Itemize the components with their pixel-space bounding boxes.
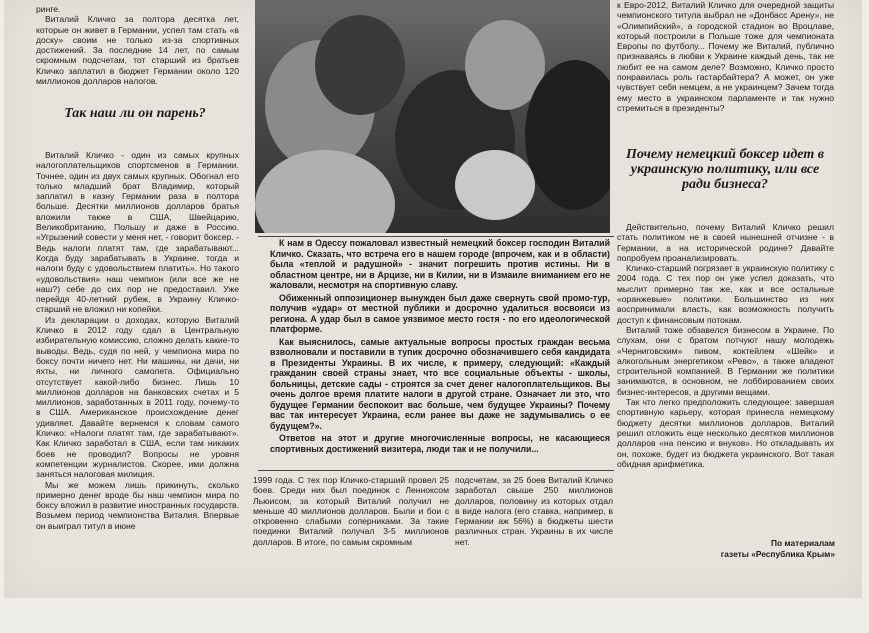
paragraph: Мы же можем лишь прикинуть, сколько примерно денег вроде бы наш чемпион мира по боксу вложил в развитие иностранных государств. Возьмем период чемпионства Виталия. Впервые он выиграл титул в июне xyxy=(36,479,239,531)
paragraph: Кличко-старший погрязает в украинскую политику с 2004 года. С тех пор он уже успел доказать, что мыслит примерно так же, как и все остальные «оранжевые» политики. Большинство из них воспринимали власть, как возможность получить доступ к финансовым потокам. xyxy=(617,263,834,325)
source-credit xyxy=(640,538,835,559)
paragraph: Виталий Кличко за полтора десятка лет, которые он живет в Германии, успел там стать «в доску» своим не только из-за спортивных достижений. За последние 14 лет, по самым скромным подсчетам, тот старший из братьев Кличко заплатил в бюджет Германии около 120 миллионов долларов налогов. xyxy=(36,14,239,87)
credit-line: газеты «Республика Крым» xyxy=(720,548,835,559)
paragraph: Ответов на этот и другие многочисленные вопросы, не касающиеся спортивных достижений визитера, люди так и не получили... xyxy=(270,433,610,454)
bottom-column-mid: подсчетам, за 25 боев Виталий Кличко заработал свыше 250 миллионов долларов, половину из которых отдал в виде налога (его ставка, например, в Германии аж 56%) в бюджеты шести различных стран. Украины в их числе нет. xyxy=(455,475,613,547)
heading-why-german-boxer: Почему немецкий боксер идет в украинскую политику, или все ради бизнеса? xyxy=(626,147,824,192)
lead-top-rule xyxy=(258,236,614,237)
paragraph: Виталий тоже обзавелся бизнесом в Украине. По слухам, они с братом потчуют нашу молодежь «Черниговским» пивом, коктейлем «Шейк» и алкогольным энергетиком «Ревo», а также владеют строительной компанией. В Германии же политики занимаются, в основном, не лоббированием своих бизнес-интересов, а другими вещами. xyxy=(617,324,834,397)
paragraph: Из декларации о доходах, которую Виталий Кличко в 2012 году сдал в Центральную избирательную комиссию, сложно делать какие-то выводы. Ведь, судя по ней, у чемпиона мира по боксу почти ничего нет. Ни машины, ни дачи, ни яхты, ни личного самолета. Официально отсутствует какой-либо бизнес. Лишь 10 миллионов долларов на банковских счетах и 5 миллионов, заработанных в 2011 году, почему-то в США. Американское происхождение денег удивляет. Давайте вернемся к словам самого Кличко: «Налоги платят там, где зарабатывают». Как Кличко заработал в США, если там никаких боев не проводил? Вопросы не уровня компетенции журналистов. Скорее, ими должна заняться налоговая милиция. xyxy=(36,314,239,480)
heading-so-is-he-our-guy: Так наш ли он парень? xyxy=(64,106,206,121)
bottom-column-left: 1999 года. С тех пор Кличко-старший провел 25 боев. Среди них был поединок с Ленноксом Льюисом, за который Виталий получил не меньше 40 миллионов долларов. Были и бои с откровенно слабыми соперниками. За такие поединки Виталий получал 3-5 миллионов долларов. В итоге, по самым скромным xyxy=(253,475,449,547)
lead-article xyxy=(270,238,610,456)
credit-line: По материалам xyxy=(770,538,835,548)
paragraph: к Евро-2012, Виталий Кличко для очередной защиты чемпионского титула выбрал не «Донбасс Арену», не «Олимпийский», а городской стадион во Вроцлаве, который построили в Польше тоже для чемпионата Европы по футболу... Почему же Виталий, публично признаваясь в любви к Украине каждый день, так не любит ее на самом деле? Возможно, Кличко просто понравилась роль гастарбайтера? А может, он уже чувствует себя немцем, а не украинцем? Зачем тогда ему место в украинском парламенте и так нужно стремиться в президенты? xyxy=(617,0,834,113)
paragraph: К нам в Одессу пожаловал известный немецкий боксер господин Виталий Кличко. Сказать, что встреча его в нашем городе (впрочем, как и в области) была «теплой и радушной» - значит погрешить против истины. Ни в областном центре, ни в Арцизе, ни в Килии, ни в Измаиле вниманием его не жаловали, несмотря на спортивную славу. xyxy=(270,238,610,290)
paragraph: Виталий Кличко - один из самых крупных налогоплательщиков спортсменов в Германии. Точнее, один из двух самых крупных. Обогнал его только младший брат Владимир, который заплатил в казну Германии раза в полтора больше. Десятки миллионов долларов братья вложили также в США, Швейцарию, Великобританию, Польшу и даже в Россию. «Угрызений совести у меня нет, - говорит боксер. - Ведь налоги платят там, где зарабатывают... Когда буду зарабатывать в Украине, тогда и налоги буду с удовольствием платить». Но такого «удовольствия» наш чемпион (или все же не наш?) себе до сих пор не предоставил. Уже перейдя 40-летний рубеж, в Украину Кличко-старший не вложил ни копейки. xyxy=(36,150,239,315)
crowd-photo xyxy=(255,0,610,233)
column-right-top xyxy=(617,0,834,113)
paragraph: Действительно, почему Виталий Кличко решил стать политиком не в своей нынешней отчизне - в Германии, а на исторической родине? Давайте попробуем проанализировать. xyxy=(617,222,834,263)
column-left-body xyxy=(36,150,239,531)
column-right-body xyxy=(617,222,834,469)
column-left-top xyxy=(36,4,239,86)
paragraph: ринге. xyxy=(36,4,61,14)
lead-bottom-rule xyxy=(258,470,614,471)
paragraph: Обиженный оппозиционер вынужден был даже свернуть свой промо-тур, получив «удар» от местной публики и досрочно удалиться восвояси из региона. А удар был в самое уязвимое место гостя - по его идеологической платформе. xyxy=(270,292,610,334)
paragraph: Так что легко предположить следующее: завершая спортивную карьеру, которая принесла немецкому бюджету десятки миллионов долларов, Виталий решил отложить еще несколько десятков миллионов долларов «на пенсию и внуков». Но откладывать их он, похоже, будет из бюджета украинского. Вот такая обидная арифметика. xyxy=(617,397,834,469)
paragraph: Как выяснилось, самые актуальные вопросы простых граждан весьма взволновали и поставили в тупик досрочно обозначившего себя кандидата в Президенты Украины. В их числе, к примеру, следующий: «Каждый гражданин своей страны знает, что все социальные объекты - школы, больницы, детские сады - строятся за счет денег налогоплательщиков. Вы очень долгое время платите налоги в другой стране. Означает ли это, что будущее Германии беспокоит вас больше, чем будущее Украины? Почему вас так интересует Украина, если ранее вы даже не задумывались о ее будущем?». xyxy=(270,336,610,431)
